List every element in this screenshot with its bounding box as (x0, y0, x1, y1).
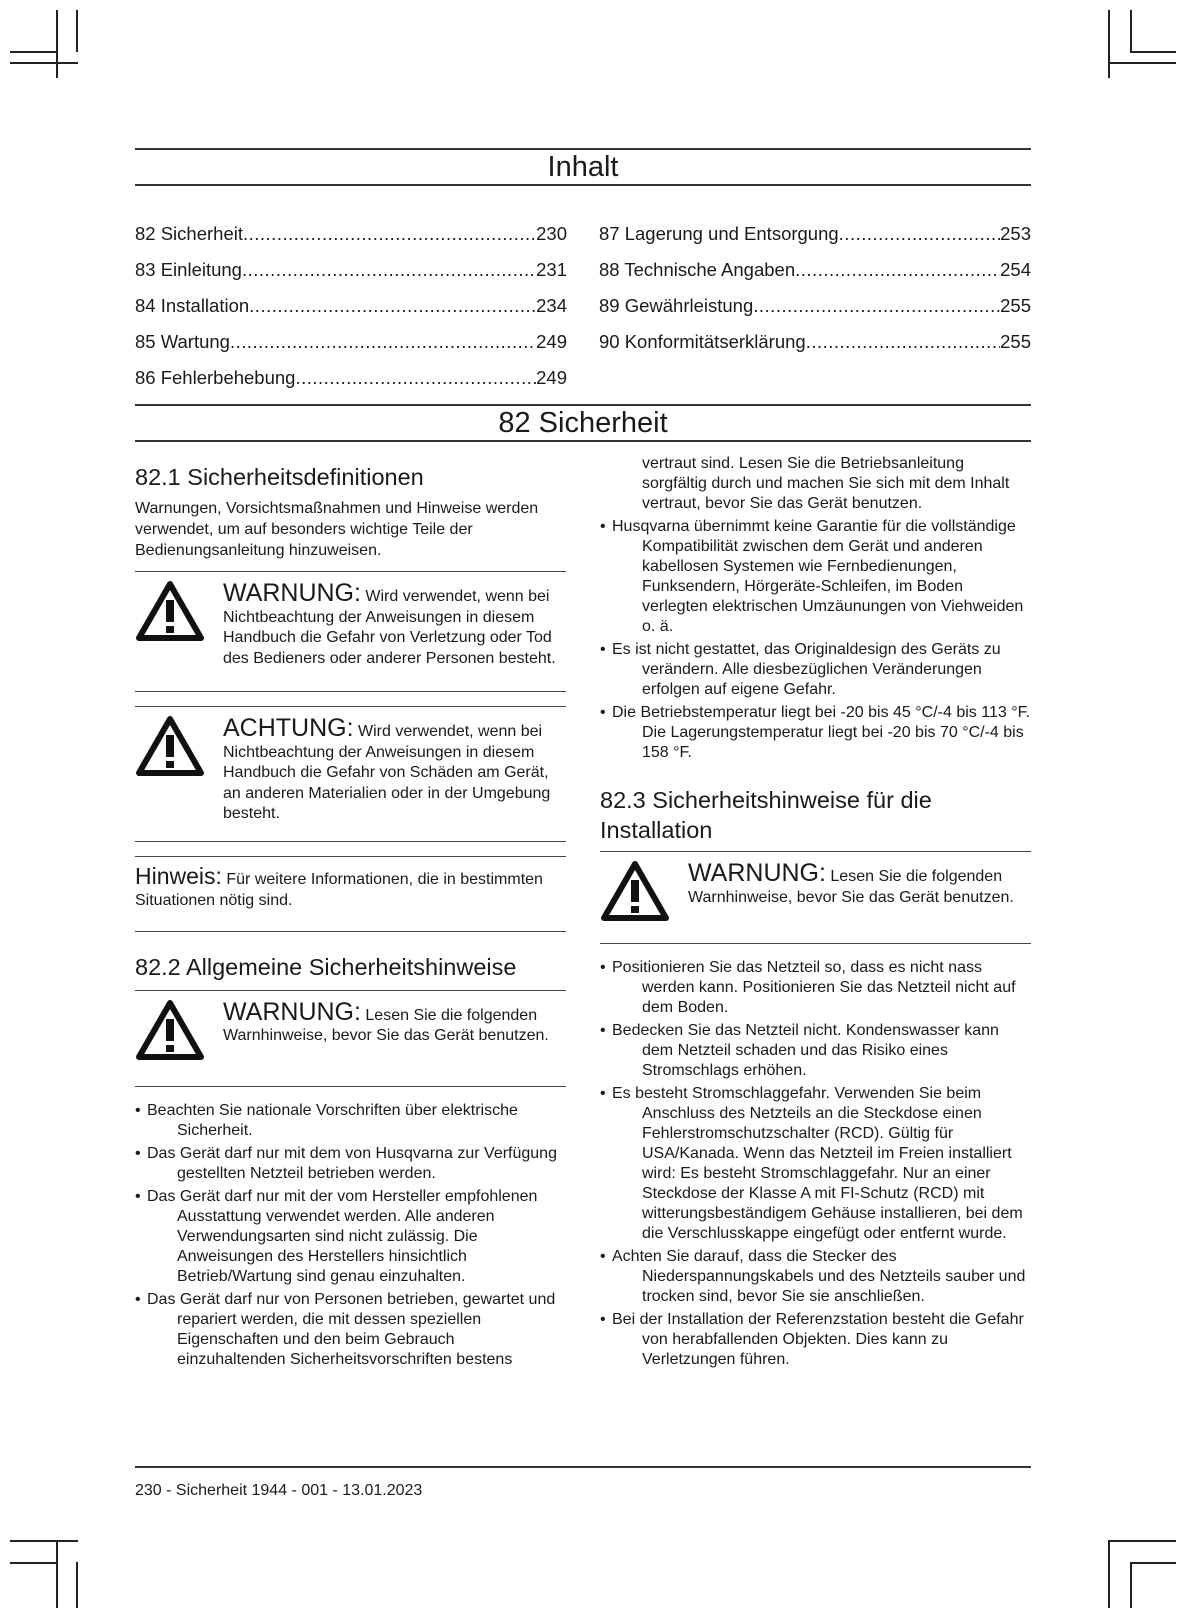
toc-page: 249 (536, 367, 567, 388)
warning-triangle-icon (135, 999, 223, 1066)
warning-notice (600, 852, 1031, 943)
divider (135, 1086, 566, 1087)
page-footer (135, 1466, 1031, 1500)
notice-keyword: Hinweis: (135, 862, 222, 889)
divider (135, 184, 1031, 186)
page-title: Inhalt (547, 151, 619, 183)
toc-label: 83 Einleitung (135, 259, 242, 280)
caution-notice (135, 707, 566, 841)
notice-keyword: ACHTUNG: (223, 714, 354, 742)
warning-triangle-icon (135, 580, 223, 669)
section-heading: 82.1 Sicherheitsdefinitionen (135, 464, 424, 490)
list-item: • Bei der Installation der Referenzstation besteht die Gefahr von herabfallenden Objekten. Dies kann zu Verletzungen führen. (600, 1311, 1024, 1368)
bullet-list (600, 517, 1031, 763)
right-column (600, 450, 1031, 1373)
toc-page: 234 (536, 295, 567, 316)
list-item: • Das Gerät darf nur mit der vom Hersteller empfohlenen Ausstattung verwendet werden. Alle anderen Verwendungsarten sind nicht zulässig. Die Anweisungen des Herstellers hinsichtlich Betrieb/Wartung sind genau einzuhalten. (135, 1187, 538, 1285)
left-column (135, 450, 566, 1373)
note-notice (135, 857, 566, 931)
divider (135, 1466, 1031, 1468)
toc-page: 230 (536, 223, 567, 244)
toc-entry[interactable] (135, 288, 567, 324)
toc-entry[interactable] (135, 216, 567, 252)
toc-label: 82 Sicherheit (135, 223, 243, 244)
toc-label: 84 Installation (135, 295, 250, 316)
notice-keyword: WARNUNG: (223, 579, 361, 607)
list-item: • Das Gerät darf nur mit dem von Husqvarna zur Verfügung gestellten Netzteil betrieben werden. (135, 1144, 557, 1182)
list-item: • Das Gerät darf nur von Personen betrieben, gewartet und repariert werden, die mit dessen speziellen Eigenschaften und den beim Gebrauch einzuhaltenden Sicherheitsvorschriften bestens (135, 1290, 556, 1368)
toc-entry[interactable] (599, 288, 1031, 324)
toc-page: 253 (1000, 223, 1031, 244)
divider (135, 841, 566, 842)
notice-text: Wird verwendet, wenn bei Nichtbeachtung der Anweisungen in diesem Handbuch die Gefahr von Schäden am Gerät, an anderen Materialien oder in der Umgebung besteht. (223, 723, 551, 822)
toc-right-column (599, 216, 1031, 396)
toc-label: 87 Lagerung und Entsorgung (599, 223, 839, 244)
list-item: • Beachten Sie nationale Vorschriften über elektrische Sicherheit. (135, 1101, 518, 1139)
divider (135, 691, 566, 692)
continued-text: vertraut sind. Lesen Sie die Betriebsanleitung sorgfältig durch und machen Sie sich mit dem Inhalt vertraut, bevor Sie das Gerät benutzen. (642, 455, 1010, 512)
notice-text: Für weitere Informationen, die in bestimmten Situationen nötig sind. (135, 870, 543, 909)
warning-notice (135, 991, 566, 1086)
page-content (135, 148, 1031, 1373)
toc-entry[interactable] (599, 324, 1031, 360)
notice-text: Lesen Sie die folgenden Warnhinweise, bevor Sie das Gerät benutzen. (223, 1006, 549, 1044)
toc-page: 254 (1000, 259, 1031, 280)
toc-page: 255 (1000, 295, 1031, 316)
toc-entry[interactable] (135, 252, 567, 288)
list-item: • Bedecken Sie das Netzteil nicht. Kondenswasser kann dem Netzteil schaden und das Risiko eines Stromschlags erhöhen. (600, 1022, 999, 1079)
notice-keyword: WARNUNG: (223, 997, 361, 1026)
chapter-title: 82 Sicherheit (498, 407, 668, 439)
toc-label: 89 Gewährleistung (599, 295, 754, 316)
toc-label: 90 Konformitätserklärung (599, 331, 806, 352)
toc-entry[interactable] (135, 360, 567, 396)
list-item: • Es besteht Stromschlaggefahr. Verwenden Sie beim Anschluss des Netzteils an die Steckdose einen Fehlerstromschutzschalter (RCD). Gültig für USA/Kanada. Wenn das Netzteil im Freien installiert wird: Es besteht Stromschlaggefahr. Nur an einer Steckdose der Klasse A mit FI-Schutz (RCD) mit witterungsbeständigem Gehäuse installieren, bei dem die Verschlusskappe eingefügt oder entfernt wurde. (600, 1085, 1023, 1242)
divider (600, 943, 1031, 944)
two-column-body (135, 450, 1031, 1373)
list-item: • Husqvarna übernimmt keine Garantie für die vollständige Kompatibilität zwischen dem Gerät und anderen kabellosen Systemen wie Fernbedienungen, Funksendern, Hörgeräte-Schleifen, im Boden verlegten elektrischen Umzäunungen von Viehweiden o. ä. (600, 518, 1024, 635)
toc-page: 255 (1000, 331, 1031, 352)
footer-text: 230 - Sicherheit 1944 - 001 - 13.01.2023 (135, 1482, 423, 1499)
section-heading: 82.2 Allgemeine Sicherheitshinweise (135, 953, 517, 980)
table-of-contents (135, 216, 1031, 396)
warning-triangle-icon (135, 715, 223, 825)
toc-left-column (135, 216, 567, 396)
bullet-list (600, 958, 1031, 1370)
list-item: • Die Betriebstemperatur liegt bei -20 bis 45 °C/-4 bis 113 °F. Die Lagerungstemperatur liegt bei -20 bis 70 °C/-4 bis 158 °F. (600, 704, 1031, 761)
warning-triangle-icon (600, 860, 688, 927)
toc-page: 249 (536, 331, 567, 352)
bullet-list (135, 1101, 566, 1370)
toc-entry[interactable] (599, 252, 1031, 288)
toc-entry[interactable] (135, 324, 567, 360)
toc-label: 88 Technische Angaben (599, 259, 796, 280)
notice-keyword: WARNUNG: (688, 859, 826, 887)
divider (135, 440, 1031, 442)
list-item: • Achten Sie darauf, dass die Stecker des Niederspannungskabels und des Netzteils sauber und trocken sind, bevor Sie sie anschließen. (600, 1248, 1026, 1305)
toc-label: 85 Wartung (135, 331, 230, 352)
section-intro: Warnungen, Vorsichtsmaßnahmen und Hinweise werden verwendet, um auf besonders wichtige Teile der Bedienungsanleitung hinzuweisen. (135, 500, 539, 559)
notice-text: Wird verwendet, wenn bei Nichtbeachtung der Anweisungen in diesem Handbuch die Gefahr von Verletzung oder Tod des Bedieners oder anderer Personen besteht. (223, 588, 556, 667)
notice-text: Lesen Sie die folgenden Warnhinweise, bevor Sie das Gerät benutzen. (688, 868, 1014, 906)
section-heading: 82.3 Sicherheitshinweise für die Installation (600, 787, 932, 843)
list-item: • Positionieren Sie das Netzteil so, dass es nicht nass werden kann. Positionieren Sie das Netzteil nicht auf dem Boden. (600, 959, 1016, 1016)
warning-notice (135, 572, 566, 687)
toc-page: 231 (536, 259, 567, 280)
toc-entry[interactable] (599, 216, 1031, 252)
toc-label: 86 Fehlerbehebung (135, 367, 296, 388)
list-item: • Es ist nicht gestattet, das Originaldesign des Geräts zu verändern. Alle diesbezüglichen Veränderungen erfolgen auf eigene Gefahr. (600, 641, 1001, 698)
divider (135, 931, 566, 932)
